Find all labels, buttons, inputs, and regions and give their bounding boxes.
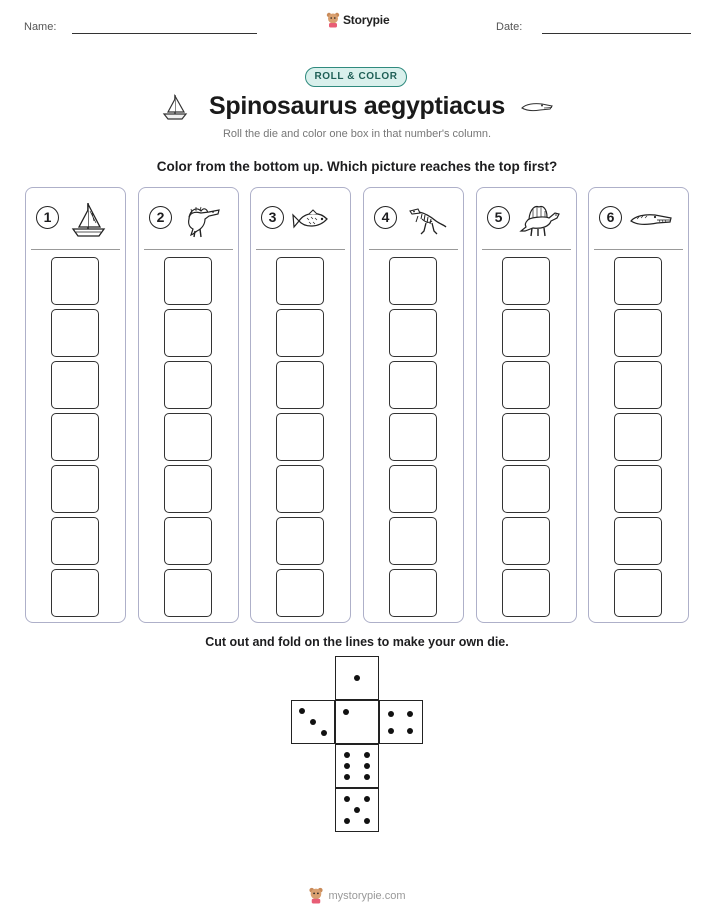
column-divider <box>144 249 233 250</box>
color-box[interactable] <box>51 361 99 409</box>
pip <box>388 728 394 734</box>
column-number: 3 <box>261 206 284 229</box>
color-box[interactable] <box>502 309 550 357</box>
color-box[interactable] <box>614 257 662 305</box>
color-box[interactable] <box>389 361 437 409</box>
pip <box>354 807 360 813</box>
color-box[interactable] <box>51 413 99 461</box>
color-box[interactable] <box>164 413 212 461</box>
color-box[interactable] <box>276 517 324 565</box>
color-box[interactable] <box>276 257 324 305</box>
color-box[interactable] <box>164 257 212 305</box>
pip <box>388 711 394 717</box>
color-box[interactable] <box>389 569 437 617</box>
pip <box>310 719 316 725</box>
color-box[interactable] <box>276 569 324 617</box>
column-5 <box>476 187 577 623</box>
dinosaur-skeleton-icon <box>404 201 448 239</box>
color-box[interactable] <box>164 465 212 513</box>
footer-url[interactable]: mystorypie.com <box>328 889 406 902</box>
brand-name: Storypie <box>343 13 390 27</box>
color-box[interactable] <box>276 309 324 357</box>
color-box[interactable] <box>164 569 212 617</box>
page-title: Spinosaurus aegyptiacus <box>209 92 505 120</box>
column-divider <box>31 249 120 250</box>
column-1 <box>25 187 126 623</box>
die-face-3 <box>291 700 335 744</box>
color-box[interactable] <box>502 257 550 305</box>
sail-back-dinosaur-icon <box>517 201 561 239</box>
crocodile-head-icon <box>629 201 673 239</box>
column-number: 2 <box>149 206 172 229</box>
pip <box>354 675 360 681</box>
column-number: 6 <box>599 206 622 229</box>
column-2 <box>138 187 239 623</box>
color-box[interactable] <box>276 413 324 461</box>
color-box[interactable] <box>502 413 550 461</box>
column-divider <box>594 249 683 250</box>
pip <box>299 708 305 714</box>
column-divider <box>256 249 345 250</box>
color-box[interactable] <box>614 465 662 513</box>
die-face-5 <box>335 788 379 832</box>
pip <box>321 730 327 736</box>
color-box[interactable] <box>614 413 662 461</box>
crocodile-title-icon <box>520 98 554 116</box>
pip <box>364 774 370 780</box>
page-subtitle: Roll the die and color one box in that number's column. <box>222 128 492 140</box>
column-number: 4 <box>374 206 397 229</box>
brand-logo <box>326 12 389 28</box>
color-box[interactable] <box>389 413 437 461</box>
pip <box>344 818 350 824</box>
color-box[interactable] <box>276 465 324 513</box>
date-line[interactable] <box>542 33 691 34</box>
color-box[interactable] <box>502 361 550 409</box>
pip <box>343 709 349 715</box>
footer <box>0 887 714 904</box>
coloring-instruction: Color from the bottom up. Which picture reaches the top first? <box>156 159 558 174</box>
name-label: Name: <box>24 21 57 33</box>
die-net <box>290 656 424 834</box>
fish-icon <box>291 201 335 239</box>
spinosaurus-icon <box>179 201 223 239</box>
color-box[interactable] <box>164 517 212 565</box>
color-box[interactable] <box>51 569 99 617</box>
color-box[interactable] <box>389 309 437 357</box>
column-6 <box>588 187 689 623</box>
color-box[interactable] <box>164 309 212 357</box>
color-box[interactable] <box>502 569 550 617</box>
column-number: 5 <box>487 206 510 229</box>
activity-badge: ROLL & COLOR <box>305 67 407 87</box>
die-instruction: Cut out and fold on the lines to make your own die. <box>205 635 509 649</box>
color-box[interactable] <box>502 517 550 565</box>
pip <box>344 763 350 769</box>
color-box[interactable] <box>164 361 212 409</box>
color-box[interactable] <box>614 569 662 617</box>
color-box[interactable] <box>51 465 99 513</box>
die-face-4 <box>379 700 423 744</box>
color-box[interactable] <box>276 361 324 409</box>
color-box[interactable] <box>51 309 99 357</box>
color-box[interactable] <box>51 517 99 565</box>
color-box[interactable] <box>614 361 662 409</box>
column-divider <box>369 249 458 250</box>
storypie-bear-icon <box>326 12 340 28</box>
pip <box>407 711 413 717</box>
storypie-bear-icon <box>308 887 324 904</box>
column-divider <box>482 249 571 250</box>
column-3 <box>250 187 351 623</box>
color-box[interactable] <box>502 465 550 513</box>
color-box[interactable] <box>51 257 99 305</box>
column-number: 1 <box>36 206 59 229</box>
pip <box>344 774 350 780</box>
pip <box>407 728 413 734</box>
color-box[interactable] <box>614 517 662 565</box>
pip <box>364 796 370 802</box>
color-box[interactable] <box>389 465 437 513</box>
pip <box>344 796 350 802</box>
name-line[interactable] <box>72 33 257 34</box>
column-4 <box>363 187 464 623</box>
die-face-6 <box>335 744 379 788</box>
pip <box>344 752 350 758</box>
die-face-1 <box>335 656 379 700</box>
pip <box>364 818 370 824</box>
pip <box>364 752 370 758</box>
color-box[interactable] <box>389 257 437 305</box>
date-label: Date: <box>496 21 523 33</box>
die-face-1-center <box>335 700 379 744</box>
color-box[interactable] <box>614 309 662 357</box>
color-box[interactable] <box>389 517 437 565</box>
sailboat-icon <box>66 201 110 239</box>
pip <box>364 763 370 769</box>
